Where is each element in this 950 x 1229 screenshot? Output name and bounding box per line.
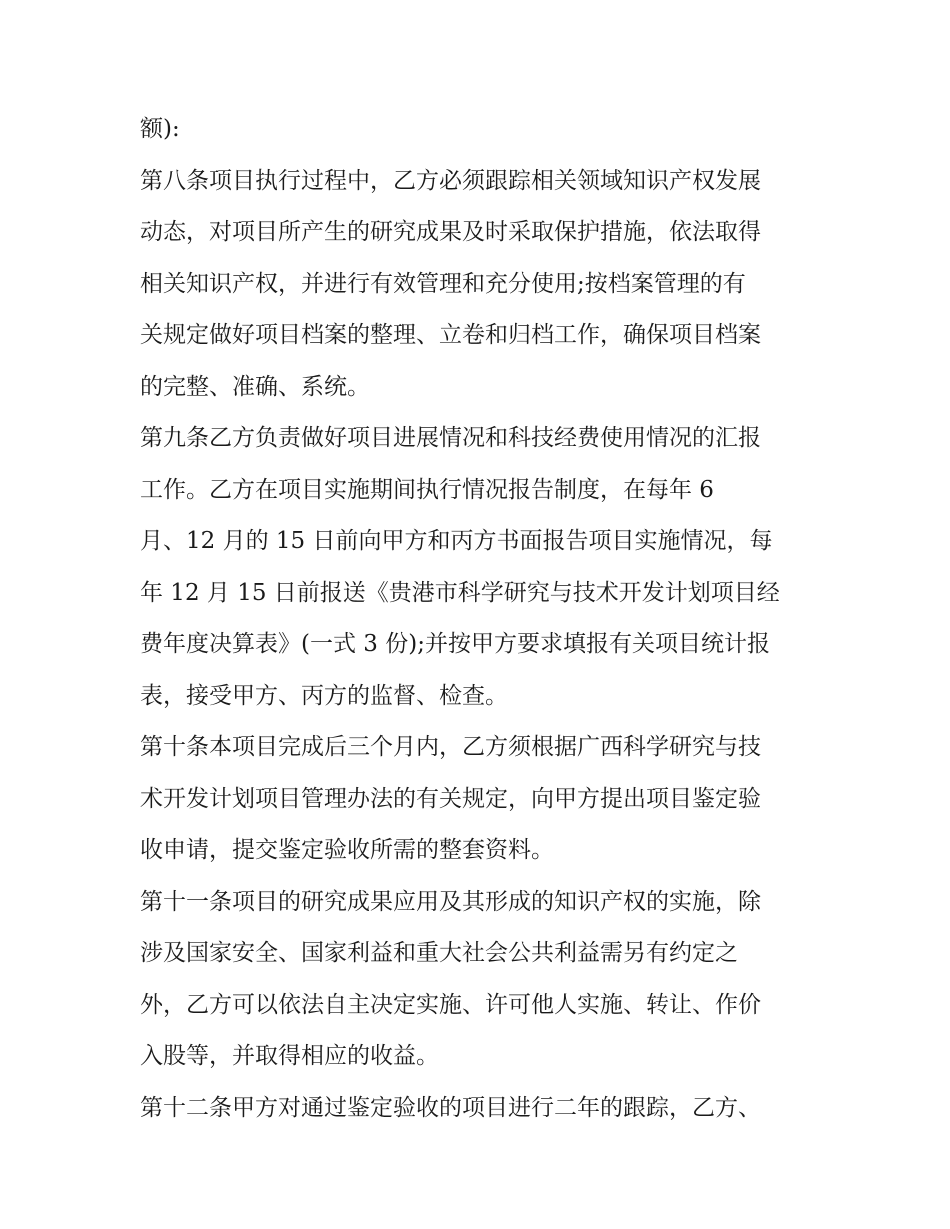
text-line: 收申请，提交鉴定验收所需的整套资料。 — [140, 837, 554, 863]
text-line: 第八条项目执行过程中，乙方必须跟踪相关领域知识产权发展 — [140, 167, 761, 194]
text-line: 表，接受甲方、丙方的监督、检查。 — [140, 682, 508, 709]
text-line: 涉及国家安全、国家利益和重大社会公共利益需另有约定之 — [140, 940, 738, 966]
text-line: 外，乙方可以依法自主决定实施、许可他人实施、转让、作价 — [140, 991, 761, 1018]
text-line: 入股等，并取得相应的收益。 — [140, 1043, 439, 1069]
text-line: 月、12 月的 15 日前向甲方和丙方书面报告项目实施情况，每 — [140, 528, 773, 554]
document-body — [140, 104, 820, 1134]
text-line: 相关知识产权，并进行有效管理和充分使用;按档案管理的有 — [140, 270, 746, 297]
text-line: 年 12 月 15 日前报送《贵港市科学研究与技术开发计划项目经 — [140, 579, 780, 606]
text-line: 第十条本项目完成后三个月内，乙方须根据广西科学研究与技 — [140, 734, 761, 760]
text-line: 工作。乙方在项目实施期间执行情况报告制度，在每年 6 — [140, 476, 714, 503]
text-line: 费年度决算表》(一式 3 份);并按甲方要求填报有关项目统计报 — [140, 631, 770, 657]
text-line: 动态，对项目所产生的研究成果及时采取保护措施，依法取得 — [140, 219, 761, 245]
text-line: 关规定做好项目档案的整理、立卷和归档工作，确保项目档案 — [140, 322, 761, 348]
text-line: 术开发计划项目管理办法的有关规定，向甲方提出项目鉴定验 — [140, 785, 761, 812]
text-line: 第九条乙方负责做好项目进展情况和科技经费使用情况的汇报 — [140, 425, 761, 451]
text-line: 的完整、准确、系统。 — [140, 373, 370, 400]
text-line: 额): — [140, 116, 180, 142]
text-line: 第十一条项目的研究成果应用及其形成的知识产权的实施，除 — [140, 888, 761, 915]
text-line: 第十二条甲方对通过鉴定验收的项目进行二年的跟踪，乙方、 — [140, 1094, 761, 1121]
